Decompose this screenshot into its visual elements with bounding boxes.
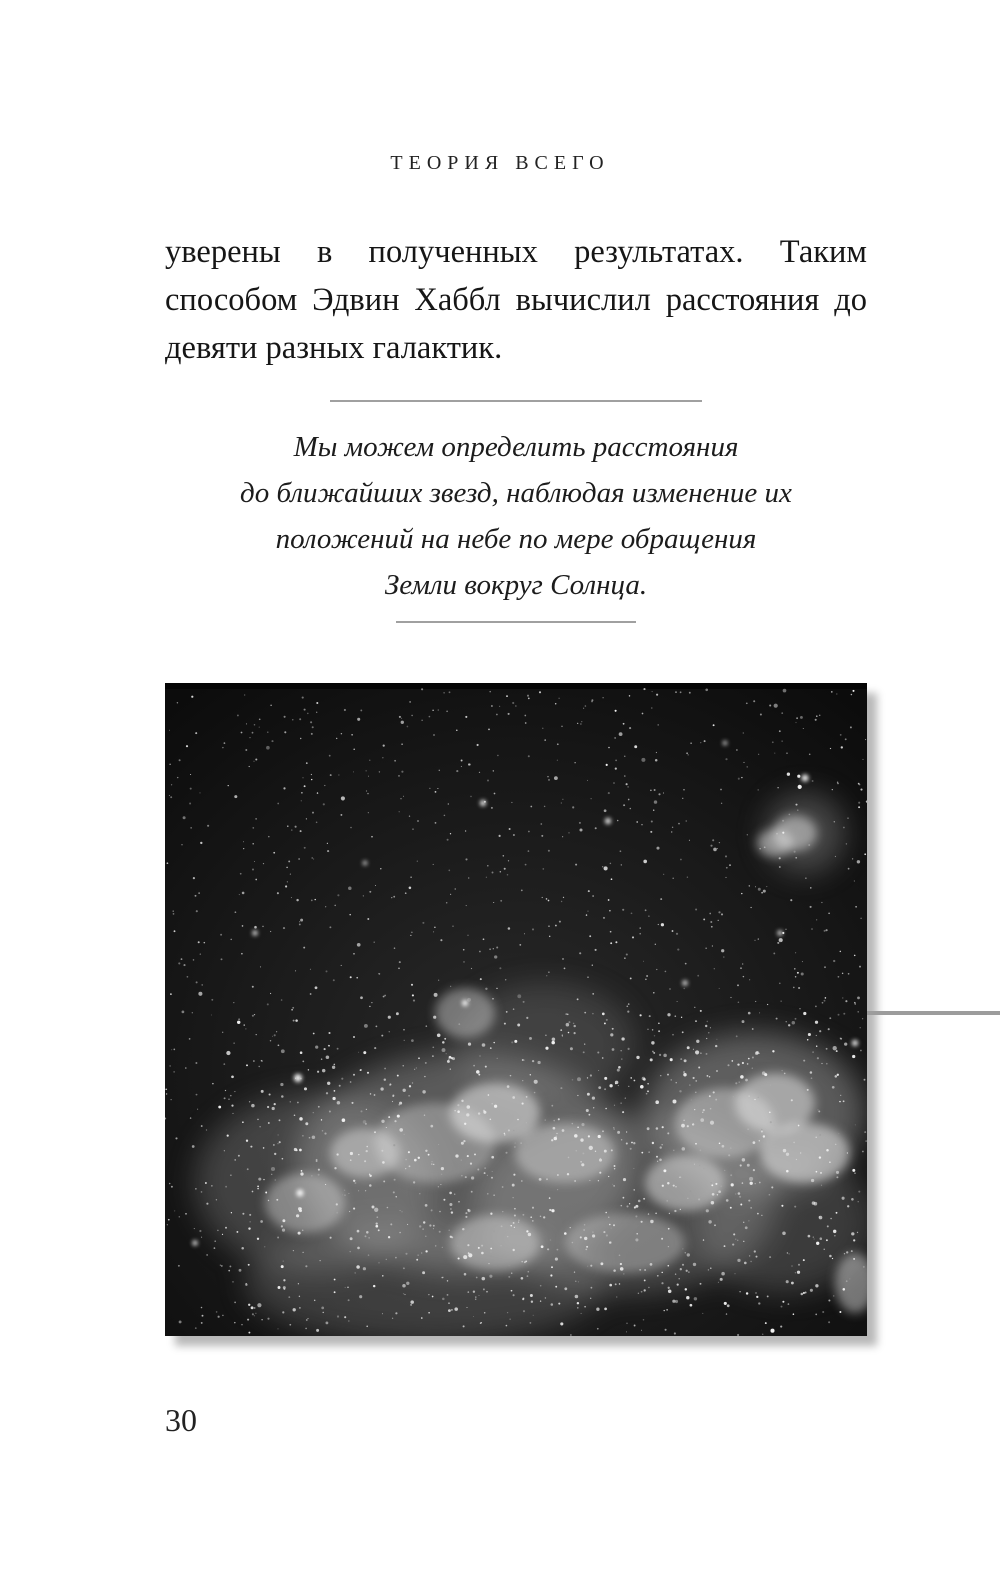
pull-quote-line: Мы можем определить расстояния [293,431,739,463]
nebula-photo [165,683,867,1336]
running-head: ТЕОРИЯ ВСЕГО [390,152,610,174]
body-paragraph: уверены в полученных результатах. Таким способом Эдвин Хаббл вычислил расстояния до девяти разных галактик. [165,234,867,366]
pull-quote-rule-bottom [396,621,636,623]
pull-quote-line: Земли вокруг Солнца. [384,569,648,601]
page-number: 30 [165,1402,197,1438]
margin-rule [867,1011,1000,1015]
pull-quote [165,424,867,608]
pull-quote-line: положений на небе по мере обращения [275,523,757,555]
pull-quote-line: до ближайших звезд, наблюдая изменение их [240,477,792,509]
pull-quote-rule-top [330,400,702,402]
nebula-star-field-icon [165,683,867,1336]
